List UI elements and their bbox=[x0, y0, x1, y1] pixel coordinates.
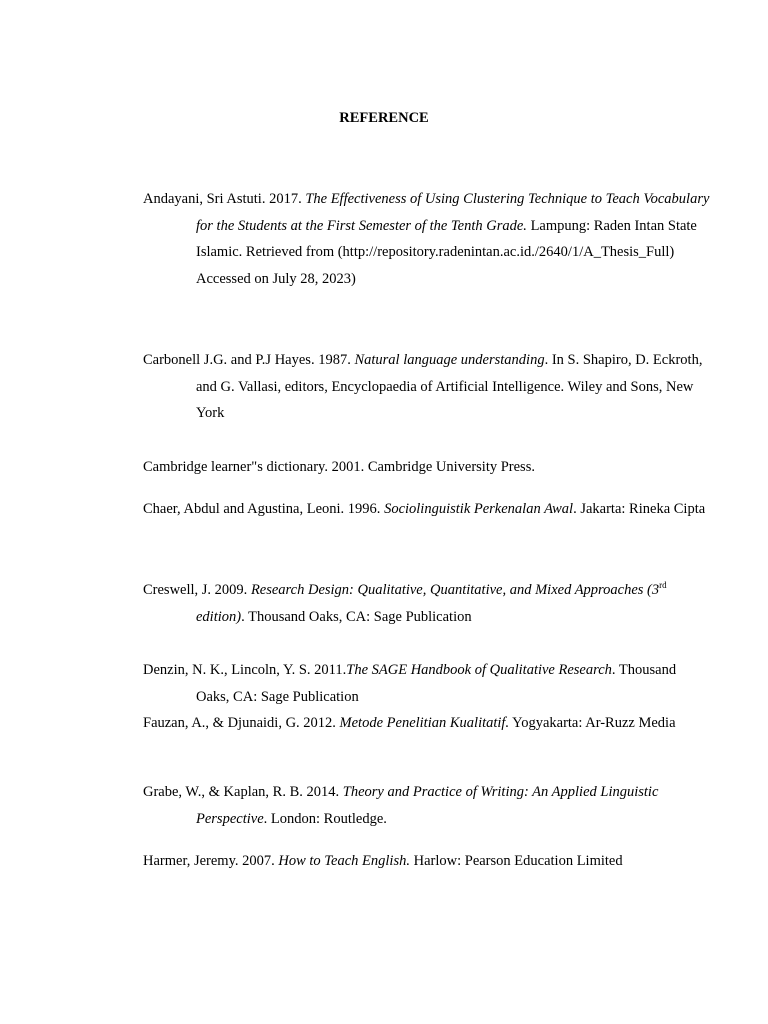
reference-work-title: How to Teach English. bbox=[278, 853, 410, 869]
reference-author-year: Grabe, W., & Kaplan, R. B. 2014. bbox=[143, 784, 343, 800]
reference-entry bbox=[143, 710, 713, 737]
reference-entry bbox=[143, 186, 713, 293]
reference-author-year: Denzin, N. K., Lincoln, Y. S. 2011. bbox=[143, 662, 347, 678]
reference-author-year: Chaer, Abdul and Agustina, Leoni. 1996. bbox=[143, 501, 385, 517]
reference-author-year: Fauzan, A., & Djunaidi, G. 2012. bbox=[143, 715, 340, 731]
reference-publication-info: Harlow: Pearson Education Limited bbox=[409, 853, 623, 869]
reference-entry bbox=[143, 454, 713, 481]
reference-work-title: Metode Penelitian Kualitatif. bbox=[339, 715, 510, 731]
reference-work-title: Research Design: Qualitative, Quantitative, and Mixed Approaches (3 bbox=[250, 582, 660, 598]
reference-entry bbox=[143, 779, 713, 832]
reference-author-year: Creswell, J. 2009. bbox=[143, 582, 251, 598]
reference-entry bbox=[143, 577, 713, 630]
reference-entry bbox=[143, 848, 713, 875]
reference-publication-info: . Thousand Oaks, CA: Sage Publication bbox=[241, 608, 472, 625]
reference-author-year: Andayani, Sri Astuti. 2017. bbox=[143, 191, 306, 207]
reference-entry bbox=[143, 657, 713, 710]
reference-work-title: Natural language understanding bbox=[354, 352, 545, 368]
reference-author-year: Carbonell J.G. and P.J Hayes. 1987. bbox=[143, 352, 355, 368]
reference-publication-info: . Jakarta: Rineka Cipta bbox=[573, 501, 706, 517]
reference-publication-info: . London: Routledge. bbox=[263, 810, 387, 827]
reference-publication-info: Lampung: Raden Intan State Islamic. Retrieved from (http://repository.radenintan.ac.id./2640/1/A_Thesis_Full) Accessed on July 28, 2023) bbox=[196, 217, 697, 288]
reference-publication-info: . Thousand Oaks, CA: Sage Publication bbox=[196, 662, 677, 705]
reference-work-title-continued: edition) bbox=[196, 608, 242, 625]
reference-publication-info: Yogyakarta: Ar-Ruzz Media bbox=[509, 715, 676, 731]
reference-author-year: Cambridge learner"s dictionary. 2001. Cambridge University Press. bbox=[143, 459, 535, 475]
reference-author-year: Harmer, Jeremy. 2007. bbox=[143, 853, 279, 869]
reference-work-title: The Effectiveness of Using Clustering Technique to Teach Vocabulary for the Students at the First Semester of the Tenth Grade. bbox=[196, 191, 710, 234]
reference-edition-superscript: rd bbox=[659, 580, 667, 591]
page-title: REFERENCE bbox=[339, 110, 429, 126]
reference-work-title: Sociolinguistik Perkenalan Awal bbox=[384, 501, 574, 517]
reference-entry bbox=[143, 347, 713, 427]
reference-entry bbox=[143, 496, 713, 523]
reference-work-title: Theory and Practice of Writing: An Applied Linguistic Perspective bbox=[196, 784, 659, 827]
reference-work-title: The SAGE Handbook of Qualitative Research bbox=[346, 662, 612, 678]
reference-publication-info: . In S. Shapiro, D. Eckroth, and G. Vallasi, editors, Encyclopaedia of Artificial Intelligence. Wiley and Sons, New York bbox=[196, 352, 703, 422]
